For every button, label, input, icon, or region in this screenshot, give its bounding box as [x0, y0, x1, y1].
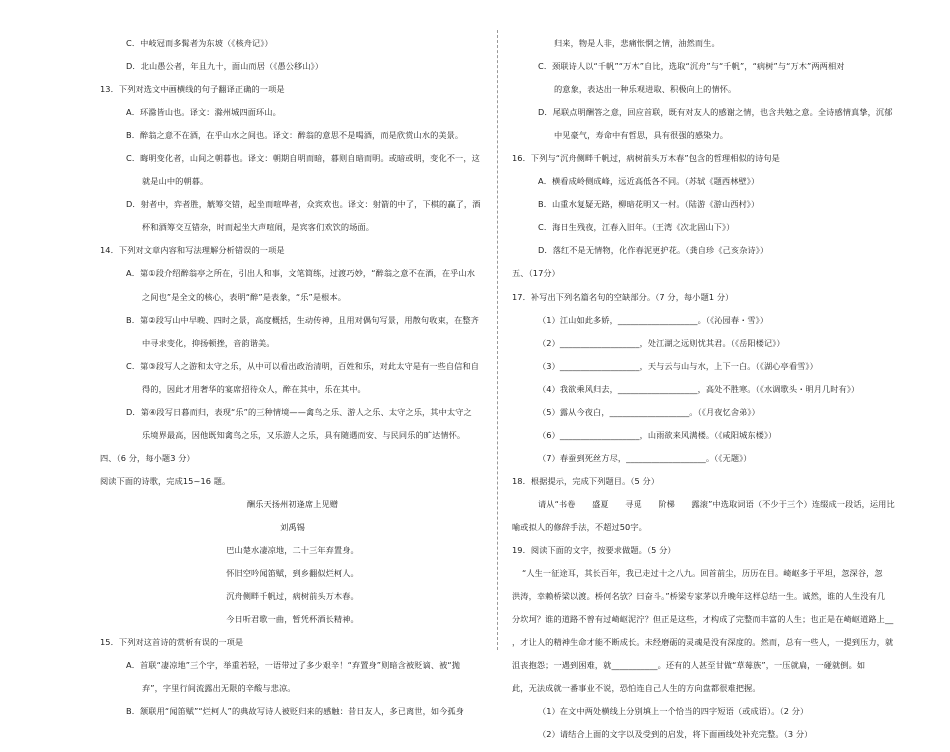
text-line: C．中岐冠而多髯者为东坡（《核舟记》） [126, 38, 273, 48]
text-line: 请从“书卷 盛夏 寻觅 阶梯 露滚”中选取词语（不少于三个）连缀成一段话，运用比 [538, 498, 895, 509]
left-column [100, 38, 485, 729]
text-line: ，才让人的精神生命才能不断成长。未经磨砺的灵魂是没有深度的。然而，总有一些人，一提到压力，就 [512, 637, 894, 648]
text-line: B．第②段写山中早晚、四时之景，高度概括，生动传神，且用对偶句写景，用散句收束，在整齐 [126, 314, 479, 325]
text-line: （1）在文中两处横线上分别填上一个恰当的四字短语（或成语）。（2 分） [538, 706, 809, 717]
text-line: C．海日生残夜，江春入旧年。（王湾《次北固山下》） [538, 222, 735, 233]
text-line: （5）露从今夜白，___________________。（《月夜忆舍弟》） [538, 406, 760, 417]
text-line: 五、（17分） [512, 268, 560, 279]
text-line: 中寻求变化，抑扬顿挫，音韵谐美。 [142, 337, 275, 348]
text-line: B．山重水复疑无路，柳暗花明又一村。（陆游《游山西村》） [538, 199, 760, 210]
text-line: 16．下列与“沉舟侧畔千帆过，病树前头万木春”包含的哲理相似的诗句是 [512, 153, 780, 164]
text-line: 乐境界最高，因他既知禽鸟之乐，又乐游人之乐，具有随遇而安、与民同乐的旷达情怀。 [142, 429, 466, 440]
text-line: （2）___________________，处江湖之远则忧其君。（《岳阳楼记》） [538, 337, 785, 348]
text-line: （1）江山如此多娇，___________________。（《沁园春・雪》） [538, 314, 769, 325]
text-line: 13．下列对选文中画横线的句子翻译正确的一项是 [100, 84, 285, 95]
text-line: 今日听君歌一曲，暂凭杯酒长精神。 [226, 614, 359, 625]
text-line: 此，无法成就一番事业不说，恐怕连自己人生的方向盘都很难把握。 [512, 683, 761, 694]
text-line: C．颈联诗人以“千帆”“万木”自比，选取“沉舟”与“千帆”，“病树”与“万木”两两相对 [538, 61, 845, 72]
text-line: （2）请结合上面的文字以及受到的启发，将下面画线处补充完整。（3 分） [538, 729, 813, 740]
text-line: A．环滁皆山也。译文：滁州城四面环山。 [126, 107, 281, 118]
text-line: 14．下列对文章内容和写法理解分析错误的一项是 [100, 245, 285, 256]
column-divider [497, 30, 498, 650]
text-line: 杯和酒筹交互错杂，时而起坐大声喧闹，是宾客们欢饮的场面。 [142, 222, 375, 233]
text-line: 洪涛，幸赖桥梁以渡。桥何名欤？曰奋斗。”桥梁专家茅以升晚年这样总结一生。诚然，谁的人生没有几 [512, 591, 886, 602]
text-line: B．醉翁之意不在酒，在乎山水之间也。译文：醉翁的意思不是喝酒，而是欣赏山水的美景。 [126, 130, 464, 141]
text-line: A．横看成岭侧成峰，远近高低各不同。（苏轼《题西林壁》） [538, 176, 760, 187]
text-line: 得的，因此才用奢华的宴席招待众人，醉在其中，乐在其中。 [142, 383, 366, 394]
text-line: 的意象，表达出一种乐观进取、积极向上的情怀。 [554, 84, 737, 95]
text-line: D．北山愚公者，年且九十，面山而居（《愚公移山》） [126, 61, 324, 72]
text-line: 19．阅读下面的文字，按要求做题。（5 分） [512, 545, 676, 556]
text-line: （7）春蚕到死丝方尽，___________________。（《无题》） [538, 452, 752, 463]
text-line: D．射者中，弈者胜，觥筹交错，起坐而喧哗者，众宾欢也。译文：射箭的中了，下棋的赢了，酒 [126, 199, 481, 210]
text-line: （3）___________________，天与云与山与水，上下一白。（《湖心亭看雪》） [538, 360, 818, 371]
text-line: 分坎坷？谁的道路不曾有过崎岖泥泞？但正是这些，才构成了完整而丰富的人生；也正是在崎岖道路上__ [512, 614, 894, 625]
text-line: A．第①段介绍醉翁亭之所在，引出人和事，文笔简练，过渡巧妙，“醉翁之意不在酒，在乎山水 [126, 268, 475, 279]
text-line: 怀旧空吟闻笛赋，到乡翻似烂柯人。 [226, 568, 359, 579]
text-line: 沉舟侧畔千帆过，病树前头万木春。 [226, 591, 359, 602]
text-line: 刘禹锡 [280, 521, 305, 532]
text-line: （4）我欲乘风归去，___________________，高处不胜寒。（《水调歌头・明月几时有》） [538, 383, 860, 394]
text-line: （6）___________________，山雨欲来风满楼。（《咸阳城东楼》） [538, 429, 777, 440]
text-line: C．第③段写人之游和太守之乐，从中可以看出政治清明，百姓和乐，对此太守是有一些自信和自 [126, 360, 480, 371]
text-line: A．首联“凄凉地”三个字，举重若轻，一语带过了多少艰辛！“弃置身”则暗含被贬谪、被“抛 [126, 660, 461, 671]
text-line: 弃”，字里行间流露出无限的辛酸与悲凉。 [142, 683, 296, 694]
text-line: 中见豪气，寿命中有哲思，具有很强的感染力。 [554, 130, 729, 141]
text-line: B．颔联用“闻笛赋”“烂柯人”的典故写诗人被贬归来的感触：昔日友人，多已离世，如今孤身 [126, 706, 465, 717]
text-line: 之间也”是全文的核心，表明“醉”是表象，“乐”是根本。 [142, 291, 347, 302]
text-line: C．晦明变化者，山间之朝暮也。译文：朝期自明而暗，暮则自暗而明。或暗或明，变化不一，这 [126, 153, 480, 164]
text-line: 巴山楚水凄凉地，二十三年弃置身。 [226, 545, 359, 556]
text-line: 喻或拟人的修辞手法，不超过50字。 [512, 521, 647, 532]
text-line: 18．根据提示，完成下列题目。（5 分） [512, 475, 660, 486]
right-column [512, 38, 895, 752]
text-line: 酬乐天扬州初逢席上见赠 [246, 498, 339, 509]
text-line: D．尾联点明酬答之意，回应首联，既有对友人的感谢之情，也含共勉之意。全诗感情真挚，沉郁 [538, 107, 893, 118]
text-line: 15．下列对这首诗的赏析有误的一项是 [100, 637, 244, 648]
text-line: 阅读下面的诗歌，完成15~16 题。 [100, 475, 231, 486]
text-line: 四、（6 分，每小题3 分） [100, 452, 195, 463]
text-line: 就是山中的朝暮。 [142, 176, 209, 187]
text-line: 17．补写出下列名篇名句的空缺部分。（7 分，每小题1 分） [512, 291, 734, 302]
text-line: D．落红不是无情物，化作春泥更护花。（龚自珍《己亥杂诗》） [538, 245, 769, 256]
text-line: D．第④段写日暮而归，表现“乐”的三种情境——禽鸟之乐、游人之乐、太守之乐，其中太守之 [126, 406, 472, 417]
text-line: “人生一征途耳，其长百年，我已走过十之八九。回首前尘，历历在目。崎岖多于平坦，忽深谷，忽 [522, 568, 883, 579]
text-line: 归来，物是人非，悲痛怅惘之情，油然而生。 [554, 38, 720, 48]
text-line: 沮丧抱怨；一遇到困难，就___________。还有的人甚至甘做“草莓族”，一压就扁，一碰就倒。如 [512, 660, 866, 671]
